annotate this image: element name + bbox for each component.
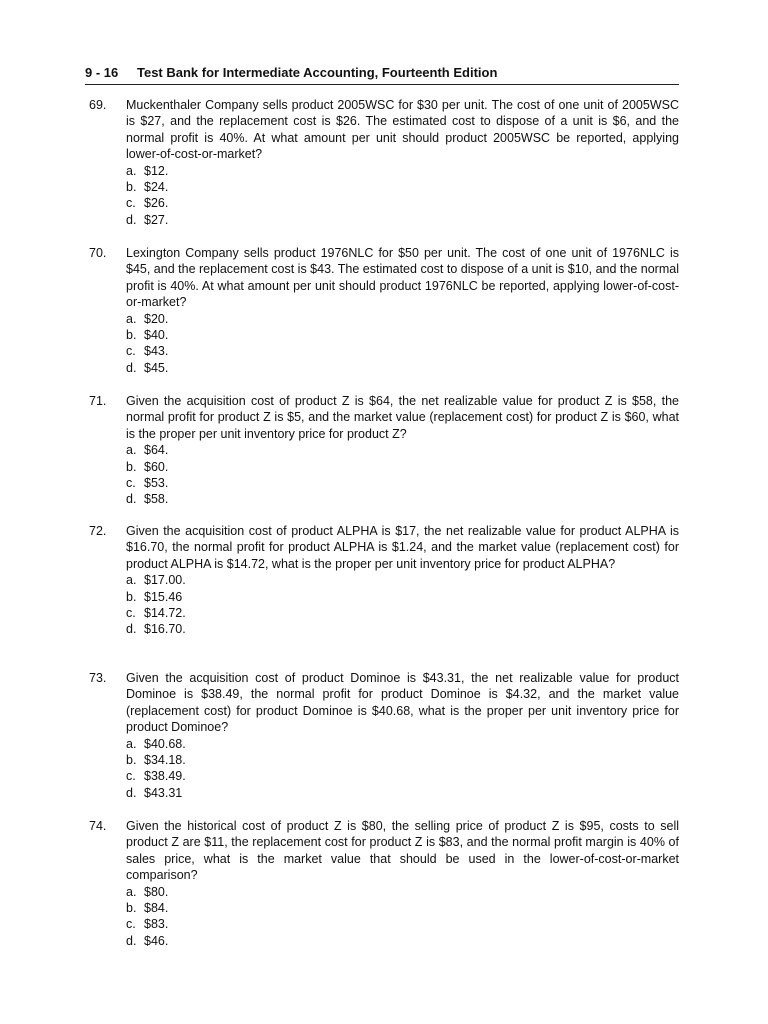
answer-choice [126, 179, 679, 195]
choice-text: $16.70. [144, 622, 186, 637]
answer-choice [126, 195, 679, 211]
choice-letter: d. [126, 622, 137, 637]
answer-choice [126, 442, 679, 458]
choice-letter: a. [126, 736, 137, 751]
answer-choice [126, 785, 679, 801]
choice-letter: d. [126, 492, 137, 507]
choice-text: $12. [144, 163, 169, 178]
choice-text: $40.68. [144, 736, 186, 751]
answer-choices [126, 442, 679, 508]
choice-text: $34.18. [144, 753, 186, 768]
choice-text: $20. [144, 311, 169, 326]
page-number: 9 - 16 [85, 65, 119, 80]
choice-letter: b. [126, 901, 137, 916]
choice-text: $40. [144, 328, 169, 343]
question-number: 70. [89, 246, 107, 260]
choice-letter: a. [126, 443, 137, 458]
answer-choice [126, 589, 679, 605]
question-text: Lexington Company sells product 1976NLC for $50 per unit. The cost of one unit of 1976NLC is $45, and the replacement cost is $43. The estimated cost to dispose of a unit is $10, and the normal profit is 40%. At what amount per unit should product 1976NLC be reported, applying lower-of-cost-or-market? [126, 246, 679, 310]
question-item [85, 670, 679, 801]
choice-letter: a. [126, 573, 137, 588]
answer-choice [126, 768, 679, 784]
choice-text: $53. [144, 476, 169, 491]
choice-text: $24. [144, 180, 169, 195]
choice-letter: d. [126, 933, 137, 948]
choice-text: $58. [144, 492, 169, 507]
answer-choice [126, 212, 679, 228]
answer-choice [126, 311, 679, 327]
question-item [85, 818, 679, 949]
answer-choices [126, 884, 679, 950]
choice-text: $83. [144, 917, 169, 932]
choice-text: $26. [144, 196, 169, 211]
question-number: 72. [89, 524, 107, 538]
choice-text: $64. [144, 443, 169, 458]
choice-text: $43.31 [144, 785, 183, 800]
answer-choice [126, 475, 679, 491]
answer-choices [126, 311, 679, 377]
question-item [85, 245, 679, 376]
choice-letter: c. [126, 196, 136, 211]
page-header [85, 64, 679, 85]
choice-letter: c. [126, 606, 136, 621]
choice-text: $84. [144, 901, 169, 916]
choice-letter: c. [126, 344, 136, 359]
question-item [85, 523, 679, 638]
choice-text: $46. [144, 933, 169, 948]
choice-letter: c. [126, 476, 136, 491]
choice-letter: d. [126, 360, 137, 375]
choice-text: $45. [144, 360, 169, 375]
answer-choice [126, 327, 679, 343]
answer-choice [126, 459, 679, 475]
answer-choice [126, 900, 679, 916]
choice-text: $17.00. [144, 573, 186, 588]
choice-text: $80. [144, 884, 169, 899]
question-item [85, 393, 679, 508]
choice-letter: a. [126, 163, 137, 178]
choice-text: $27. [144, 212, 169, 227]
answer-choice [126, 605, 679, 621]
question-number: 74. [89, 819, 107, 833]
choice-letter: c. [126, 917, 136, 932]
answer-choice [126, 752, 679, 768]
answer-choice [126, 572, 679, 588]
choice-text: $60. [144, 459, 169, 474]
answer-choice [126, 916, 679, 932]
question-text: Given the historical cost of product Z is $80, the selling price of product Z is $95, costs to sell product Z are $11, the replacement cost for product Z is $83, and the normal profit margin is 40% of sales price, what is the market value that should be used in the lower-of-cost-or-market comparison? [126, 819, 679, 883]
answer-choice [126, 736, 679, 752]
answer-choice [126, 343, 679, 359]
choice-text: $15.46 [144, 589, 183, 604]
choice-letter: b. [126, 328, 137, 343]
choice-letter: d. [126, 785, 137, 800]
answer-choice [126, 491, 679, 507]
question-number: 71. [89, 394, 107, 408]
question-item [85, 97, 679, 228]
question-text: Given the acquisition cost of product Dominoe is $43.31, the net realizable value for product Dominoe is $38.49, the normal profit for product Dominoe is $4.32, and the market value (replacement cost) for product Dominoe is $40.68, what is the proper per unit inventory price for product Dominoe? [126, 671, 679, 735]
choice-letter: b. [126, 589, 137, 604]
choice-letter: b. [126, 753, 137, 768]
choice-letter: a. [126, 311, 137, 326]
choice-letter: d. [126, 212, 137, 227]
choice-letter: b. [126, 459, 137, 474]
choice-letter: a. [126, 884, 137, 899]
answer-choice [126, 933, 679, 949]
choice-letter: b. [126, 180, 137, 195]
answer-choice [126, 621, 679, 637]
choice-text: $38.49. [144, 769, 186, 784]
answer-choice [126, 360, 679, 376]
choice-text: $14.72. [144, 606, 186, 621]
choice-letter: c. [126, 769, 136, 784]
book-title: Test Bank for Intermediate Accounting, Fourteenth Edition [137, 65, 498, 80]
question-text: Given the acquisition cost of product ALPHA is $17, the net realizable value for product ALPHA is $16.70, the normal profit for product ALPHA is $1.24, and the market value (replacement cost) for product ALPHA is $14.72, what is the proper per unit inventory price for product ALPHA? [126, 524, 679, 571]
answer-choice [126, 163, 679, 179]
question-number: 73. [89, 671, 107, 685]
answer-choice [126, 884, 679, 900]
answer-choices [126, 163, 679, 229]
question-text: Given the acquisition cost of product Z is $64, the net realizable value for product Z is $58, the normal profit for product Z is $5, and the market value (replacement cost) for product Z is $60, what is the proper per unit inventory price for product Z? [126, 394, 679, 441]
answer-choices [126, 572, 679, 638]
question-text: Muckenthaler Company sells product 2005WSC for $30 per unit. The cost of one unit of 2005WSC is $27, and the replacement cost is $26. The estimated cost to dispose of a unit is $6, and the normal profit is 40%. At what amount per unit should product 2005WSC be reported, applying lower-of-cost-or-market? [126, 98, 679, 162]
question-number: 69. [89, 98, 107, 112]
answer-choices [126, 736, 679, 802]
choice-text: $43. [144, 344, 169, 359]
